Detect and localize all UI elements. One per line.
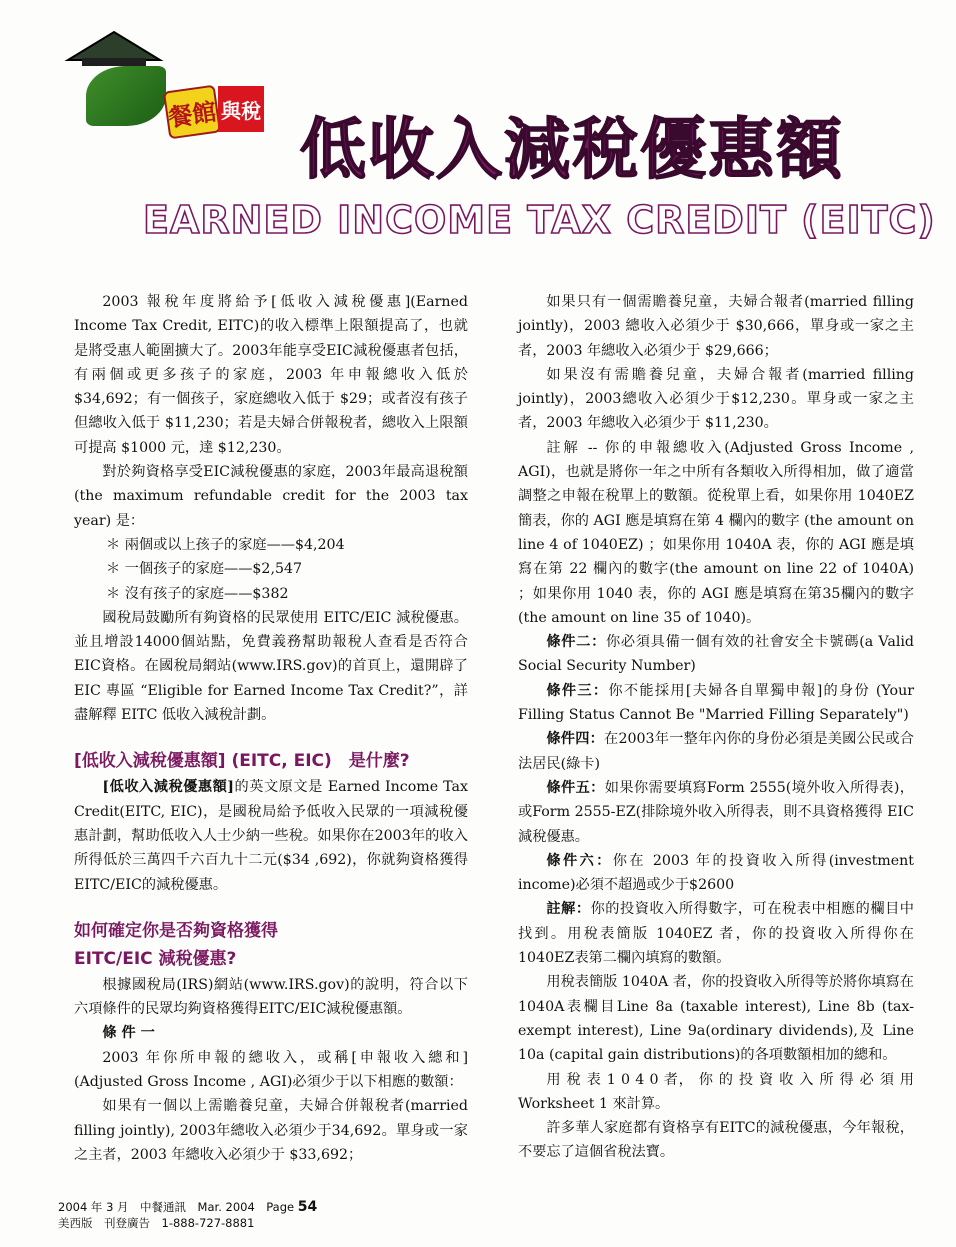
condition-label: 條件四： [546,731,605,748]
condition-label: 條件五： [546,779,605,796]
one-child-paragraph: 如果只有一個需贍養兒童，夫婦合報者(married filling jointly)，2003 總收入必須少于 $30,666，單身或一家之主者，2003 年總收入必須少于 $29,666； [518,294,914,359]
page-number: 54 [297,1199,318,1215]
condition-paragraph [518,630,914,679]
condition-text: 你在 2003 年的投資收入所得(investment income)必須不超過或少于$2600 [518,852,914,894]
logo-badge-tax: 與稅 [218,86,264,132]
agi-note-paragraph: 註解 -- 你的申報總收入(Adjusted Gross Income , AGI)，也就是將你一年之中所有各類收入所得相加，做了適當調整之申報在稅單上的數額。從稅單上看，如果你用 1040EZ 簡表，你的 AGI 應是填寫在第 4 欄內的數字 (the amount on line 4 of 1040EZ) ；如果你用 1040A 表，你的 AGI 應是填寫在第 22 欄內的數字(the amount on line 22 of 1040A) ；如果你用 1040 表，你的 AGI 應是填寫在第35欄內的數字(the amount on line 35 of 1040)。 [518,439,914,626]
condition-text: 你必須具備一個有效的社會安全卡號碼(a Valid Social Security Number) [518,634,914,675]
condition-label: 條件六： [546,852,613,869]
bullet-item: ＊ 一個孩子的家庭——$2,547 [106,561,303,578]
house-roof-icon [64,30,164,68]
condition-paragraph [518,679,914,728]
qualify-paragraph: 根據國稅局(IRS)網站(www.IRS.gov)的說明，符合以下六項條件的民眾均夠資格獲得EITC/EIC減稅優惠額。 [74,976,468,1018]
condition-paragraph [518,849,914,898]
right-column [518,290,914,1165]
leaf-graphic [86,66,166,126]
condition-text: 你的投資收入所得數字，可在稅表中相應的欄目中找到。用稅表簡版 1040EZ 者，你的投資收入所得你在1040EZ表第二欄內填寫的數額。 [518,901,914,967]
condition-one-subparagraph: 如果有一個以上需贍養兒童，夫婦合併報稅者(married filling jointly), 2003年總收入必須少于34,692。單身或一家之主者，2003 年總收入必須少于 $33,692； [74,1098,468,1163]
footer-line-2: 美西版 刊登廣告 1-888-727-8881 [58,1216,255,1230]
condition-label: 註解： [546,901,591,918]
closing-paragraph: 許多華人家庭都有資格享有EITC的減稅優惠，今年報稅，不要忘了這個省稅法寶。 [518,1120,914,1161]
condition-label: 條件二： [546,634,606,651]
bullet-item: ＊ 兩個或以上孩子的家庭——$4,204 [106,536,345,553]
section-heading-what: [低收入減稅優惠額] (EITC, EIC) 是什麼? [74,751,410,772]
no-child-paragraph: 如果沒有需贍養兒童，夫婦合報者(married filling jointly)，2003總收入必須少于$12,230。單身或一家之主者，2003 年總收入必須少于 $11,230。 [518,366,914,432]
page-title-english: EARNED INCOME TAX CREDIT (EITC) [143,198,936,242]
left-column [74,290,468,1167]
bullet-item: ＊ 沒有孩子的家庭——$382 [106,585,289,602]
condition-paragraph [518,897,914,970]
condition-paragraph [518,776,914,849]
what-bold-term: [低收入減稅優惠額] [102,779,235,796]
what-paragraph [74,775,468,896]
condition-text: 如果你需要填寫Form 2555(境外收入所得表)，或Form 2555-EZ(排除境外收入所得表，則不具資格獲得 EIC 減稅優惠。 [518,779,914,845]
condition-paragraph [518,727,914,776]
intro-paragraph: 2003 報稅年度將給予[低收入減稅優惠](Earned Income Tax Credit, EITC)的收入標準上限額提高了，也就是將受惠人範圍擴大了。2003年能享受EIC減稅優惠者包括，有兩個或更多孩子的家庭，2003 年申報總收入低於 $34,692；有一個孩子，家庭總收入低于 $29；或者沒有孩子但總收入低于 $11,230；若是夫婦合併報稅者，總收入上限額可提高 $1000 元，達 $12,230。 [74,294,468,456]
condition-text: 你不能採用[夫婦各自單獨申報]的身份 (Your Filling Status Cannot Be "Married Filling Separately") [518,682,914,724]
logo-badge-restaurant: 餐館 [163,85,221,140]
page-title-chinese: 低收入減稅優惠額 [300,111,844,188]
condition-one-paragraph: 2003 年你所申報的總收入，或稱[申報收入總和] (Adjusted Gross Income , AGI)必須少于以下相應的數額： [74,1049,468,1091]
page-footer [58,1199,317,1231]
irs-paragraph: 國稅局鼓勵所有夠資格的民眾使用 EITC/EIC 減稅優惠。並且增設14000個站點，免費義務幫助報稅人查看是否符合EIC資格。在國稅局網站(www.IRS.gov)的首頁上，還開辟了 EIC 專區 “Eligible for Earned Income Tax Credit?”，詳盡解釋 EITC 低收入減稅計劃。 [74,609,468,724]
footer-issue: 2004 年 3 月 中餐通訊 Mar. 2004 Page [58,1200,295,1214]
form-1040a-paragraph: 用稅表簡版 1040A 者，你的投資收入所得等於將你填寫在1040A表欄目Line 8a (taxable interest), Line 8b (tax-exempt interest), Line 9a(ordinary dividends),及 Line 10a (capital gain distributions)的各項數額相加的總和。 [518,974,914,1064]
form-1040-paragraph: 用 稅 表 1 0 4 0 者， 你 的 投 資 收 入 所 得 必 須 用 Worksheet 1 來計算。 [518,1071,914,1112]
condition-text: 在2003年一整年內你的身份必須是美國公民或合法居民(綠卡) [518,731,914,772]
section-heading-qualify: 如何確定你是否夠資格獲得 [74,920,278,941]
footer-line-1 [58,1199,317,1215]
magazine-logo [56,30,266,140]
max-credit-paragraph: 對於夠資格享受EIC減稅優惠的家庭，2003年最高退稅額(the maximum refundable credit for the 2003 tax year) 是： [74,464,468,529]
section-heading-qualify-2: EITC/EIC 減稅優惠? [74,948,237,969]
condition-label: 條件三： [546,682,609,699]
what-text: 的英文原文是 Earned Income Tax Credit(EITC, EIC)，是國稅局給予低收入民眾的一項減稅優惠計劃，幫助低收入人士少納一些稅。如果你在2003年的收入所得低於三萬四千六百九十二元($34 ,692)，你就夠資格獲得EITC/EIC的減稅優惠。 [74,779,468,893]
condition-one-label: 條 件 一 [102,1025,155,1042]
